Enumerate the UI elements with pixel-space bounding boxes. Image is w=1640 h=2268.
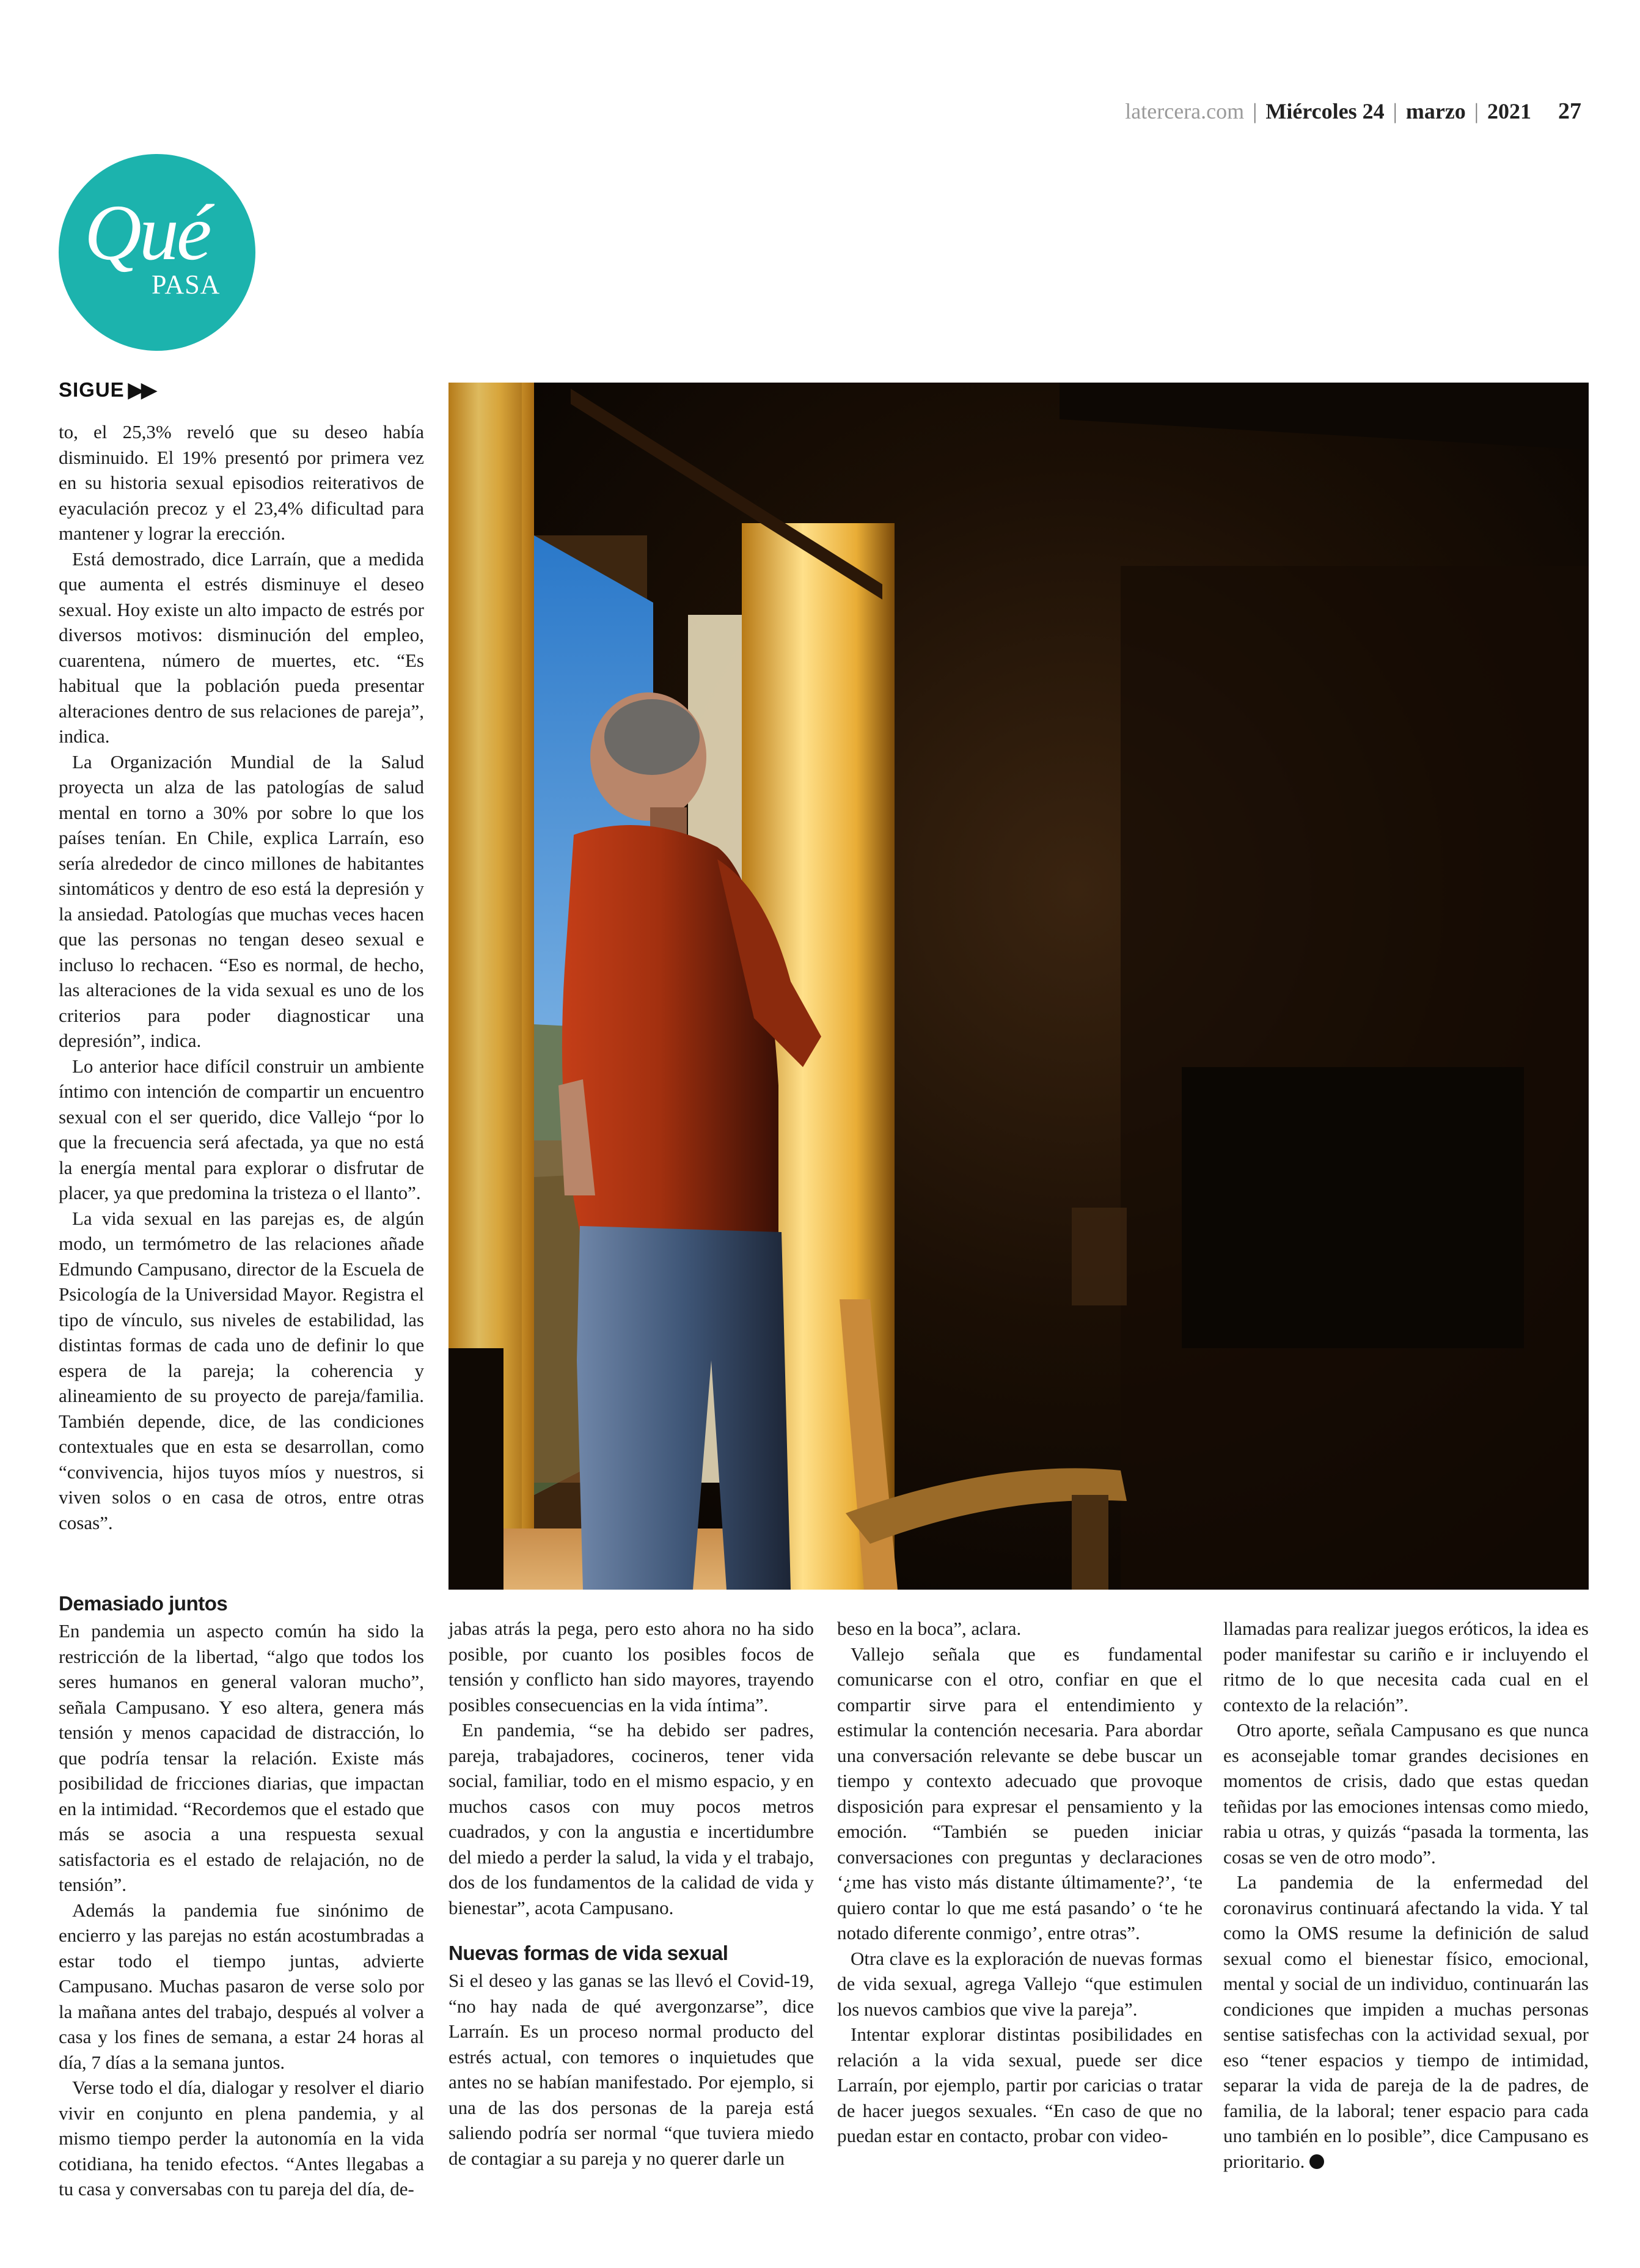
paragraph: [1223, 1870, 1589, 2174]
man-at-window-photo: [448, 383, 1589, 1590]
paragraph: jabas atrás la pega, pero esto ahora no ha sido posible, por cuanto los posibles focos de tensión y conflicto han sido mayores, trayendo posibles consecuencias en la vida íntima”.: [448, 1618, 814, 1716]
paragraph: Intentar explorar distintas posibilidades en relación a la vida sexual, puede ser dice Larraín, por ejemplo, partir por caricias o tratar de hacer juegos sexuales. “En caso de que no puedan estar en contacto, probar con video-: [837, 2024, 1203, 2146]
paragraph: Otro aporte, señala Campusano es que nunca es aconsejable tomar grandes decisiones en momentos de crisis, dado que estas quedan teñidas por las emociones intensas como miedo, rabia u otras, y quizás “pasada la tormenta, las cosas se ven de otro modo”.: [1223, 1719, 1589, 1868]
que-pasa-logo: [59, 154, 255, 351]
page-number: 27: [1558, 98, 1581, 124]
paragraph: Si el deseo y las ganas se las llevó el Covid-19, “no hay nada de qué avergonzarse”, dice Larraín. Es un proceso normal producto del estrés actual, con temores o inquietudes que antes no se habían manifestado. Por ejemplo, si una de las dos personas de la pareja está saliendo podría ser normal “que tuviera miedo de contagiar a su pareja y no querer darle un: [448, 1970, 814, 2169]
site-name[interactable]: latercera.com: [1125, 99, 1245, 123]
paragraph: Otra clave es la exploración de nuevas formas de vida sexual, agrega Vallejo “que estimulen los nuevos cambios que vive la pareja”.: [837, 1947, 1203, 2020]
header-year: 2021: [1487, 99, 1531, 123]
photo-illustration: [448, 383, 1589, 1590]
paragraph: Está demostrado, dice Larraín, que a medida que aumenta el estrés disminuye el deseo sexual. Hoy existe un alto impacto de estrés por diversos motivos: disminución del empleo, cuarentena, número de muertes, etc. “Es habitual que la población pueda presentar alteraciones dentro de sus relaciones de pareja”, indica.: [59, 548, 424, 747]
paragraph: La Organización Mundial de la Salud proyecta un alza de las patologías de salud mental en torno a 30% por sobre lo que los países tenían. En Chile, explica Larraín, eso sería alrededor de cinco millones de habitantes sintomáticos y dentro de eso está la depresión y la ansiedad. Patologías que muchas veces hacen que las personas no tengan deseo sexual e incluso lo rechacen. “Eso es normal, de hecho, las alteraciones de la vida sexual es uno de los criterios para poder diagnosticar una depresión”, indica.: [59, 750, 424, 1051]
header-separator: |: [1393, 99, 1397, 123]
column-1-top: [59, 419, 424, 1535]
paragraph: En pandemia un aspecto común ha sido la restricción de la libertad, “algo que todos los seres humanos en general valoran mucho”, señala Campusano. Y eso altera, genera más tensión y menos capacidad de distracción, lo que podría tensar la relación. Existe más posibilidad de fricciones diarias, que impactan en la intimidad. “Recordemos que el estado que más se asocia a una respuesta sexual satisfactoria es el estado de relajación, no de tensión”.: [59, 1620, 424, 1895]
logo-word: Qué: [84, 189, 210, 277]
section-heading: Nuevas formas de vida sexual: [448, 1942, 728, 1964]
paragraph: Lo anterior hace difícil construir un ambiente íntimo con intención de compartir un encuentro sexual con el ser querido, dice Vallejo “por lo que la frecuencia será afectada, ya que no está la energía mental para explorar o disfrutar de placer, ya que predomina la tristeza o el llanto”.: [59, 1055, 424, 1203]
paragraph: Verse todo el día, dialogar y resolver el diario vivir en conjunto en plena pandemia, y al mismo tiempo perder la autonomía en la vida cotidiana, ha tenido efectos. “Antes llegabas a tu casa y conversabas con tu pareja del día, de-: [59, 2077, 424, 2200]
paragraph: Además la pandemia fue sinónimo de encierro y las parejas no están acostumbradas a estar todo el tiempo juntas, advierte Campusano. Muchas pasaron de verse solo por la mañana antes del trabajo, después al volver a casa y los fines de semana, a estar 24 horas al día, 7 días a la semana juntos.: [59, 1899, 424, 2073]
column-4: [1223, 1616, 1589, 2174]
header-separator: |: [1253, 99, 1257, 123]
double-arrow-icon: ▶▶: [128, 378, 155, 401]
paragraph: beso en la boca”, aclara.: [837, 1618, 1022, 1639]
paragraph: En pandemia, “se ha debido ser padres, pareja, trabajadores, cocineros, tener vida social, familiar, todo en el mismo espacio, y en muchos casos con muy pocos metros cuadrados, y con la angustia e incertidumbre del miedo a perder la salud, la vida y el trabajo, dos de los fundamentos de la calidad de vida y bienestar”, acota Campusano.: [448, 1719, 814, 1918]
column-2: [448, 1616, 814, 2171]
page-header: [1125, 98, 1581, 134]
end-of-article-icon: [1309, 2154, 1324, 2169]
section-heading: Demasiado juntos: [59, 1592, 228, 1615]
paragraph: Vallejo señala que es fundamental comunicarse con el otro, confiar en que el compartir sirve para el entendimiento y estimular la contención necesaria. Para abordar una conversación relevante se debe buscar un tiempo y contexto adecuado que provoque disposición para expresar el pensamiento y la emoción. “También se pueden iniciar conversaciones con preguntas y declaraciones ‘¿me has visto más distante últimamente?’, ‘te quiero contar lo que me está pasando’ o ‘te he notado diferente conmigo’, entre otras”.: [837, 1643, 1203, 1943]
continued-text: SIGUE: [59, 378, 125, 401]
logo-sub: PASA: [152, 270, 221, 299]
continued-label: [59, 378, 154, 402]
paragraph: La vida sexual en las parejas es, de algún modo, un termómetro de las relaciones añade Edmundo Campusano, director de la Escuela de Psicología de la Universidad Mayor. Registra el tipo de vínculo, sus niveles de estabilidad, las distintas formas de cada uno de definir lo que espera de la pareja; la coherencia y alineamiento de su proyecto de pareja/familia. También depende, dice, de las condiciones contextuales que en esta se desarrollan, como “convivencia, hijos tuyos míos y nuestros, si viven solos o en casa de otros, entre otras cosas”.: [59, 1207, 424, 1533]
paragraph: llamadas para realizar juegos eróticos, la idea es poder manifestar su cariño e ir incluyendo el ritmo de lo que necesita cada cual en el contexto de la relación”.: [1223, 1618, 1589, 1716]
header-separator: |: [1474, 99, 1479, 123]
header-month: marzo: [1405, 99, 1466, 123]
paragraph: to, el 25,3% reveló que su deseo había disminuido. El 19% presentó por primera vez en su historia sexual episodios reiterativos de eyaculación precoz y el 23,4% dificultad para mantener y lograr la erección.: [59, 421, 424, 544]
paragraph-text: La pandemia de la enfermedad del coronavirus continuará afectando la vida. Y tal como la OMS resume la definición de salud sexual como el bienestar físico, emocional, mental y social de un individuo, continuarán las condiciones que impiden a muchas personas sentise satisfechas con la actividad sexual, por eso “tener espacios y tiempo de intimidad, separar la vida de pareja de la de padres, de familia, de la laboral; tener espacio para cada uno también en lo posible”, dice Campusano es prioritario.: [1223, 1871, 1589, 2172]
header-date-day: Miércoles 24: [1265, 99, 1385, 123]
column-1-bottom: [59, 1590, 424, 2202]
column-3: [837, 1616, 1203, 2149]
